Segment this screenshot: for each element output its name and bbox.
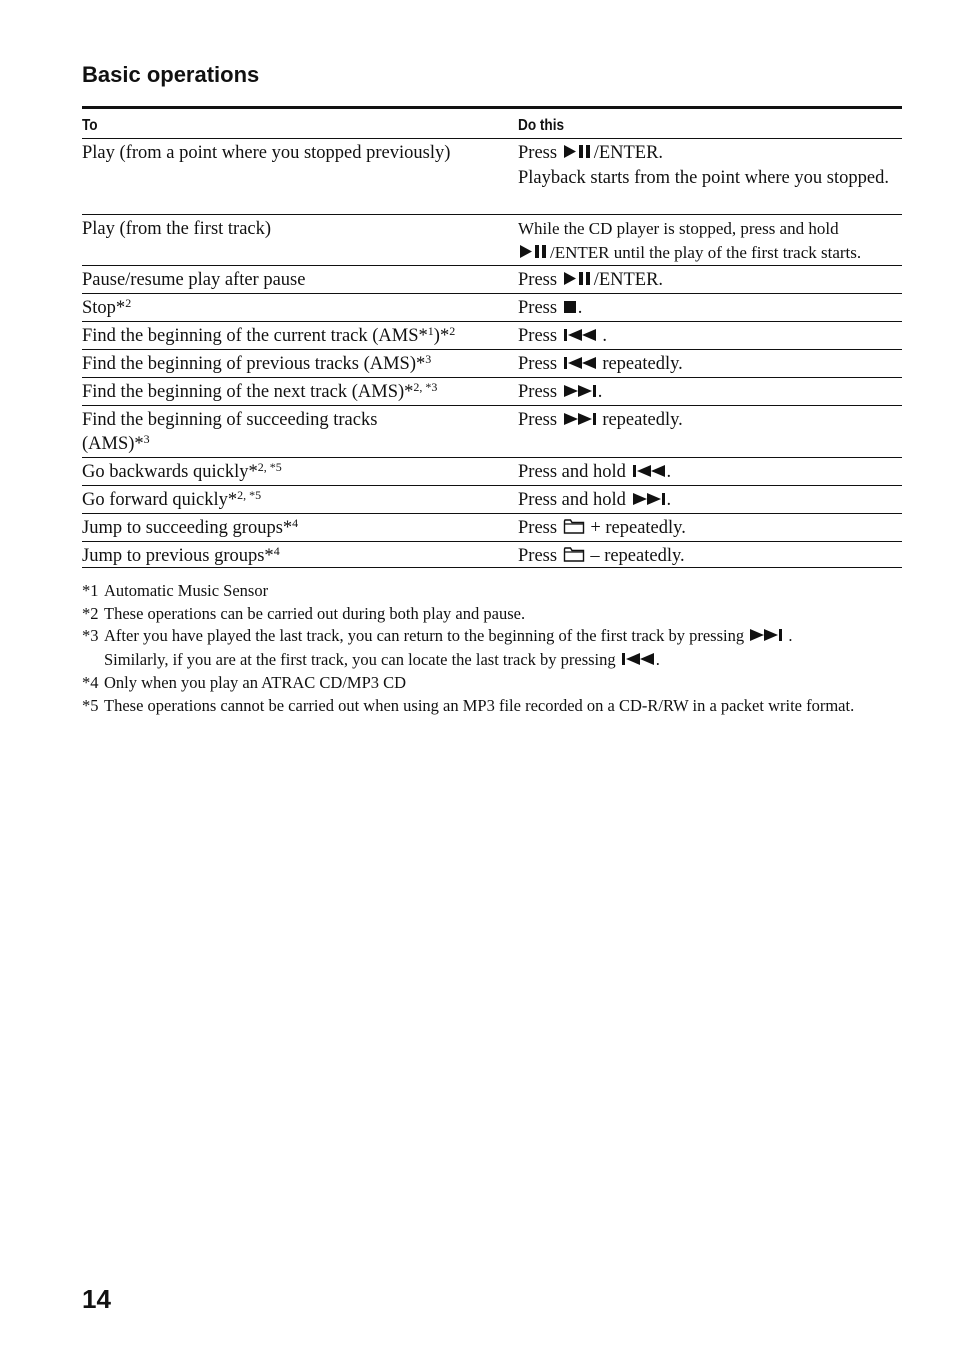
text-run: These operations cannot be carried out when using an MP3 file recorded on a CD-R/RW in a packet write format.: [104, 695, 855, 715]
table-row: [82, 139, 902, 215]
operation-text: Jump to previous groups*: [82, 546, 274, 566]
instruction-cell: [518, 324, 902, 349]
text-run: Press: [518, 546, 562, 566]
text-run: Automatic Music Sensor: [104, 581, 269, 600]
instruction-cell: [518, 544, 902, 567]
footnote-text: [104, 695, 902, 718]
footnote-ref: 2, *5: [237, 488, 262, 502]
footnote-text: [104, 625, 902, 672]
footnote-ref: 4: [273, 544, 280, 558]
text-run: .: [666, 462, 672, 482]
instruction-cell: [518, 380, 902, 405]
table-row: [82, 215, 902, 266]
table-row: [82, 294, 902, 322]
operation-text: )*: [433, 326, 450, 346]
text-run: While the CD player is stopped, press and hold: [518, 219, 839, 238]
operation-cell: [82, 380, 518, 405]
instruction-cell: [518, 460, 902, 485]
operation-cell: [82, 352, 518, 377]
operation-cell: [82, 324, 518, 349]
instruction-cell: [518, 296, 902, 321]
footnote: [82, 580, 902, 603]
footnote: [82, 625, 902, 672]
stop-icon: [563, 297, 577, 321]
text-run: Press: [518, 354, 562, 374]
previous-track-icon: [563, 325, 597, 349]
text-run: repeatedly.: [597, 354, 683, 374]
operation-cell: [82, 296, 518, 321]
footnote-text: [104, 580, 902, 603]
footnote-ref: 4: [292, 516, 299, 530]
operation-text: Go backwards quickly*: [82, 462, 258, 482]
table-row: [82, 486, 902, 514]
operation-text: Find the beginning of the current track (AMS*: [82, 326, 428, 346]
text-run: Press: [518, 270, 562, 290]
text-run: Press: [518, 143, 562, 163]
footnote-ref: 3: [425, 352, 432, 366]
table-row: [82, 406, 902, 458]
footnote-ref: 1: [427, 324, 434, 338]
table-row: [82, 322, 902, 350]
operation-cell: [82, 268, 518, 293]
header-to: To: [82, 117, 98, 134]
text-run: Press and hold: [518, 490, 631, 510]
table-row: [82, 266, 902, 294]
footnotes: [82, 580, 902, 717]
next-track-icon: [563, 409, 597, 433]
footnote-ref: 2, *5: [257, 460, 282, 474]
footnote-mark: *2: [82, 603, 99, 623]
operation-cell: [82, 544, 518, 567]
footnote-mark: *3: [82, 626, 99, 645]
previous-track-icon: [621, 650, 655, 673]
text-run: After you have played the last track, you can return to the beginning of the first track by pressing: [104, 626, 749, 645]
table-row: [82, 514, 902, 542]
text-run: These operations can be carried out during both play and pause.: [104, 603, 526, 623]
operation-cell: [82, 488, 518, 513]
operation-text: Find the beginning of succeeding tracks (AMS)*: [82, 410, 378, 454]
footnote-ref: 2: [125, 296, 132, 310]
text-run: /ENTER until the play of the first track starts.: [550, 243, 862, 262]
folder-icon: [563, 517, 585, 541]
text-run: .: [597, 326, 607, 346]
text-run: – repeatedly.: [585, 546, 685, 566]
text-run: Press: [518, 298, 562, 318]
text-run: .: [666, 490, 672, 510]
operation-cell: [82, 460, 518, 485]
operation-cell: [82, 217, 518, 265]
text-run: Only when you play an ATRAC CD/MP3 CD: [104, 673, 407, 692]
operation-text: Jump to succeeding groups*: [82, 518, 293, 538]
operation-cell: [82, 516, 518, 541]
previous-track-icon: [632, 461, 666, 485]
footnote-ref: 2, *3: [413, 380, 438, 394]
table-header: [82, 109, 902, 139]
operation-cell: [82, 408, 518, 457]
text-run: Press: [518, 326, 562, 346]
text-run: repeatedly.: [597, 410, 683, 430]
text-run: .: [577, 298, 583, 318]
operation-text: Find the beginning of the next track (AMS)*: [82, 382, 414, 402]
folder-icon: [563, 545, 585, 569]
text-run: . Similarly, if you are at the first track, you can locate the last track by pressing: [104, 626, 793, 669]
instruction-cell: [518, 268, 902, 293]
text-run: .: [597, 382, 603, 402]
text-run: /ENTER.: [593, 270, 664, 290]
instruction-cell: [518, 516, 902, 541]
operation-text: Play (from a point where you stopped previously): [82, 143, 451, 163]
text-run: /ENTER. Playback starts from the point where you stopped.: [518, 143, 889, 188]
footnote-ref: 2: [449, 324, 456, 338]
instruction-cell: [518, 408, 902, 457]
footnote-mark: *4: [82, 673, 99, 692]
table-body: [82, 139, 902, 568]
footnote: [82, 603, 902, 626]
text-run: Press: [518, 518, 562, 538]
next-track-icon: [749, 626, 783, 649]
footnote-ref: 3: [143, 432, 150, 446]
play-pause-icon: [563, 142, 593, 166]
table-row: [82, 542, 902, 568]
operation-text: Go forward quickly*: [82, 490, 238, 510]
operation-cell: [82, 141, 518, 214]
table-row: [82, 350, 902, 378]
instruction-cell: [518, 217, 902, 265]
previous-track-icon: [563, 353, 597, 377]
footnote-text: [104, 603, 902, 626]
footnote: [82, 672, 902, 695]
text-run: Press: [518, 382, 562, 402]
instruction-cell: [518, 488, 902, 513]
table-row: [82, 378, 902, 406]
operation-text: Pause/resume play after pause: [82, 270, 306, 290]
operation-text: Stop*: [82, 298, 126, 318]
footnote-text: [104, 672, 902, 695]
play-pause-icon: [519, 242, 549, 266]
text-run: + repeatedly.: [585, 518, 686, 538]
text-run: Press: [518, 410, 562, 430]
section-title: Basic operations: [82, 62, 260, 87]
footnote: [82, 695, 902, 718]
header-do-this: Do this: [518, 117, 565, 134]
play-pause-icon: [563, 269, 593, 293]
next-track-icon: [632, 489, 666, 513]
operation-text: Find the beginning of previous tracks (AMS)*: [82, 354, 426, 374]
page-number: 14: [82, 1284, 111, 1314]
instruction-cell: [518, 141, 902, 214]
instruction-cell: [518, 352, 902, 377]
operations-table: [82, 106, 902, 568]
footnote-mark: *1: [82, 581, 99, 600]
next-track-icon: [563, 381, 597, 405]
footnote-mark: *5: [82, 695, 99, 715]
table-row: [82, 458, 902, 486]
text-run: .: [655, 649, 660, 669]
text-run: Press and hold: [518, 462, 631, 482]
operation-text: Play (from the first track): [82, 219, 272, 239]
